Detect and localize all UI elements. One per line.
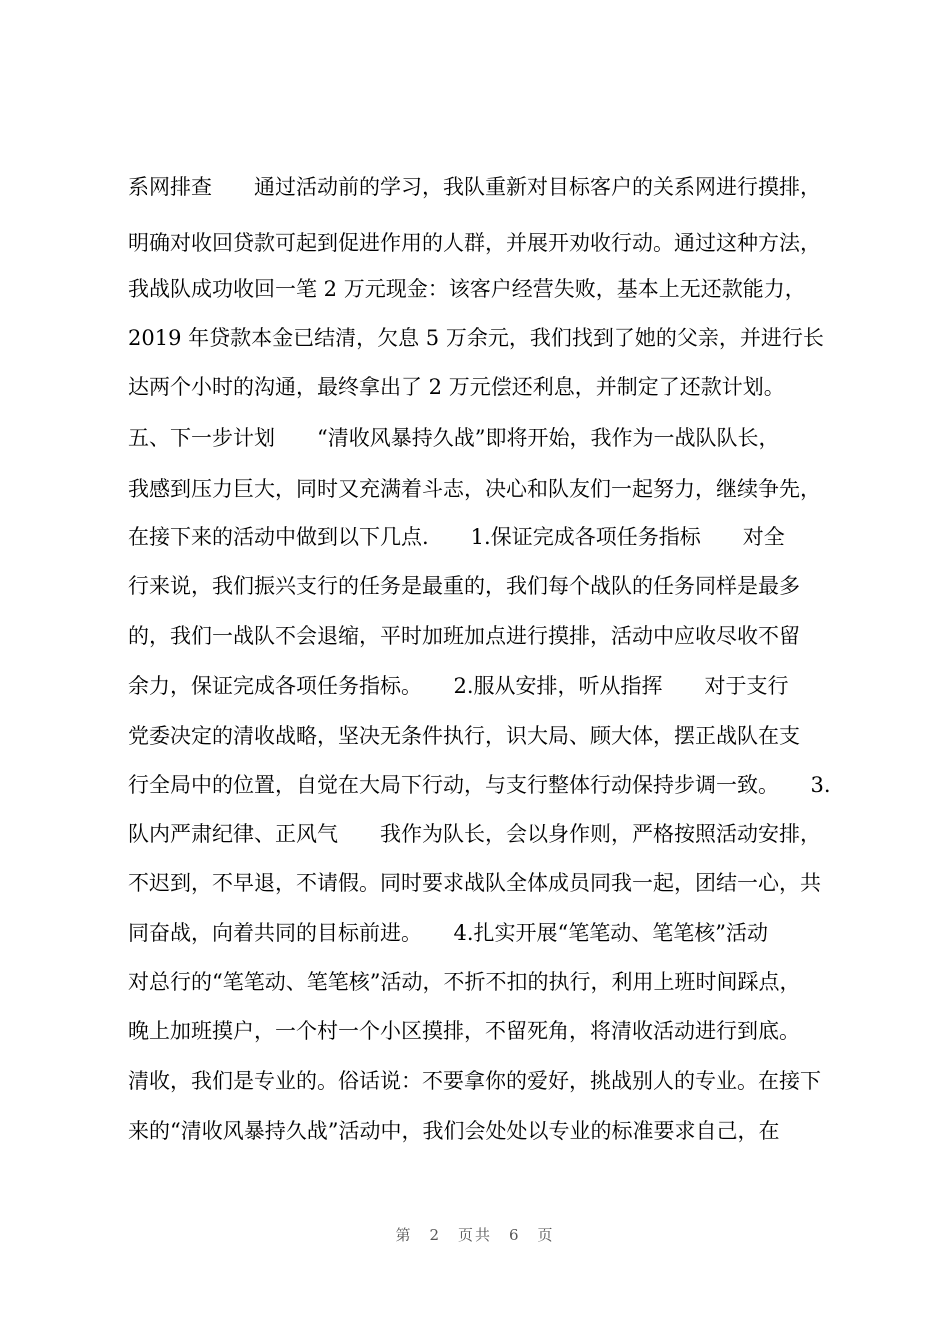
text-line: 来的“清收风暴持久战”活动中，我们会处处以专业的标准要求自己，在 (128, 1119, 780, 1143)
text-line: 达两个小时的沟通，最终拿出了 2 万元偿还利息，并制定了还款计划。 (128, 375, 785, 399)
text-line: 五、下一步计划 “清收风暴持久战”即将开始，我作为一战队队长， (128, 426, 780, 450)
text-line: 的，我们一战队不会退缩，平时加班加点进行摸排，活动中应收尽收不留 (128, 624, 800, 648)
text-line: 同奋战，向着共同的目标前进。 4.扎实开展“笔笔动、笔笔核”活动 (128, 921, 769, 945)
text-line: 2019 年贷款本金已结清，欠息 5 万余元，我们找到了她的父亲，并进行长 (128, 326, 824, 350)
text-line: 系网排查 通过活动前的学习，我队重新对目标客户的关系网进行摸排， (128, 175, 821, 199)
text-line: 在接下来的活动中做到以下几点. 1.保证完成各项任务指标 对全 (128, 525, 785, 549)
text-line: 行全局中的位置，自觉在大局下行动，与支行整体行动保持步调一致。 3. (128, 773, 831, 797)
text-line: 我战队成功收回一笔 2 万元现金：该客户经营失败，基本上无还款能力， (128, 277, 806, 301)
text-line: 清收，我们是专业的。俗话说：不要拿你的爱好，挑战别人的专业。在接下 (128, 1069, 821, 1093)
text-line: 党委决定的清收战略，坚决无条件执行，识大局、顾大体，摆正战队在支 (128, 724, 800, 748)
text-line: 行来说，我们振兴支行的任务是最重的，我们每个战队的任务同样是最多 (128, 574, 800, 598)
text-line: 晚上加班摸户，一个村一个小区摸排，不留死角，将清收活动进行到底。 (128, 1019, 800, 1043)
text-line: 明确对收回贷款可起到促进作用的人群，并展开劝收行动。通过这种方法， (128, 231, 821, 255)
text-line: 余力，保证完成各项任务指标。 2.服从安排，听从指挥 对于支行 (128, 674, 789, 698)
text-line: 队内严肃纪律、正风气 我作为队长，会以身作则，严格按照活动安排， (128, 822, 821, 846)
text-line: 我感到压力巨大，同时又充满着斗志，决心和队友们一起努力，继续争先， (128, 477, 821, 501)
page-footer: 第 2 页共 6 页 (395, 1226, 555, 1244)
text-line: 不迟到，不早退，不请假。同时要求战队全体成员同我一起，团结一心，共 (128, 871, 821, 895)
text-line: 对总行的“笔笔动、笔笔核”活动，不折不扣的执行，利用上班时间踩点， (128, 970, 801, 994)
